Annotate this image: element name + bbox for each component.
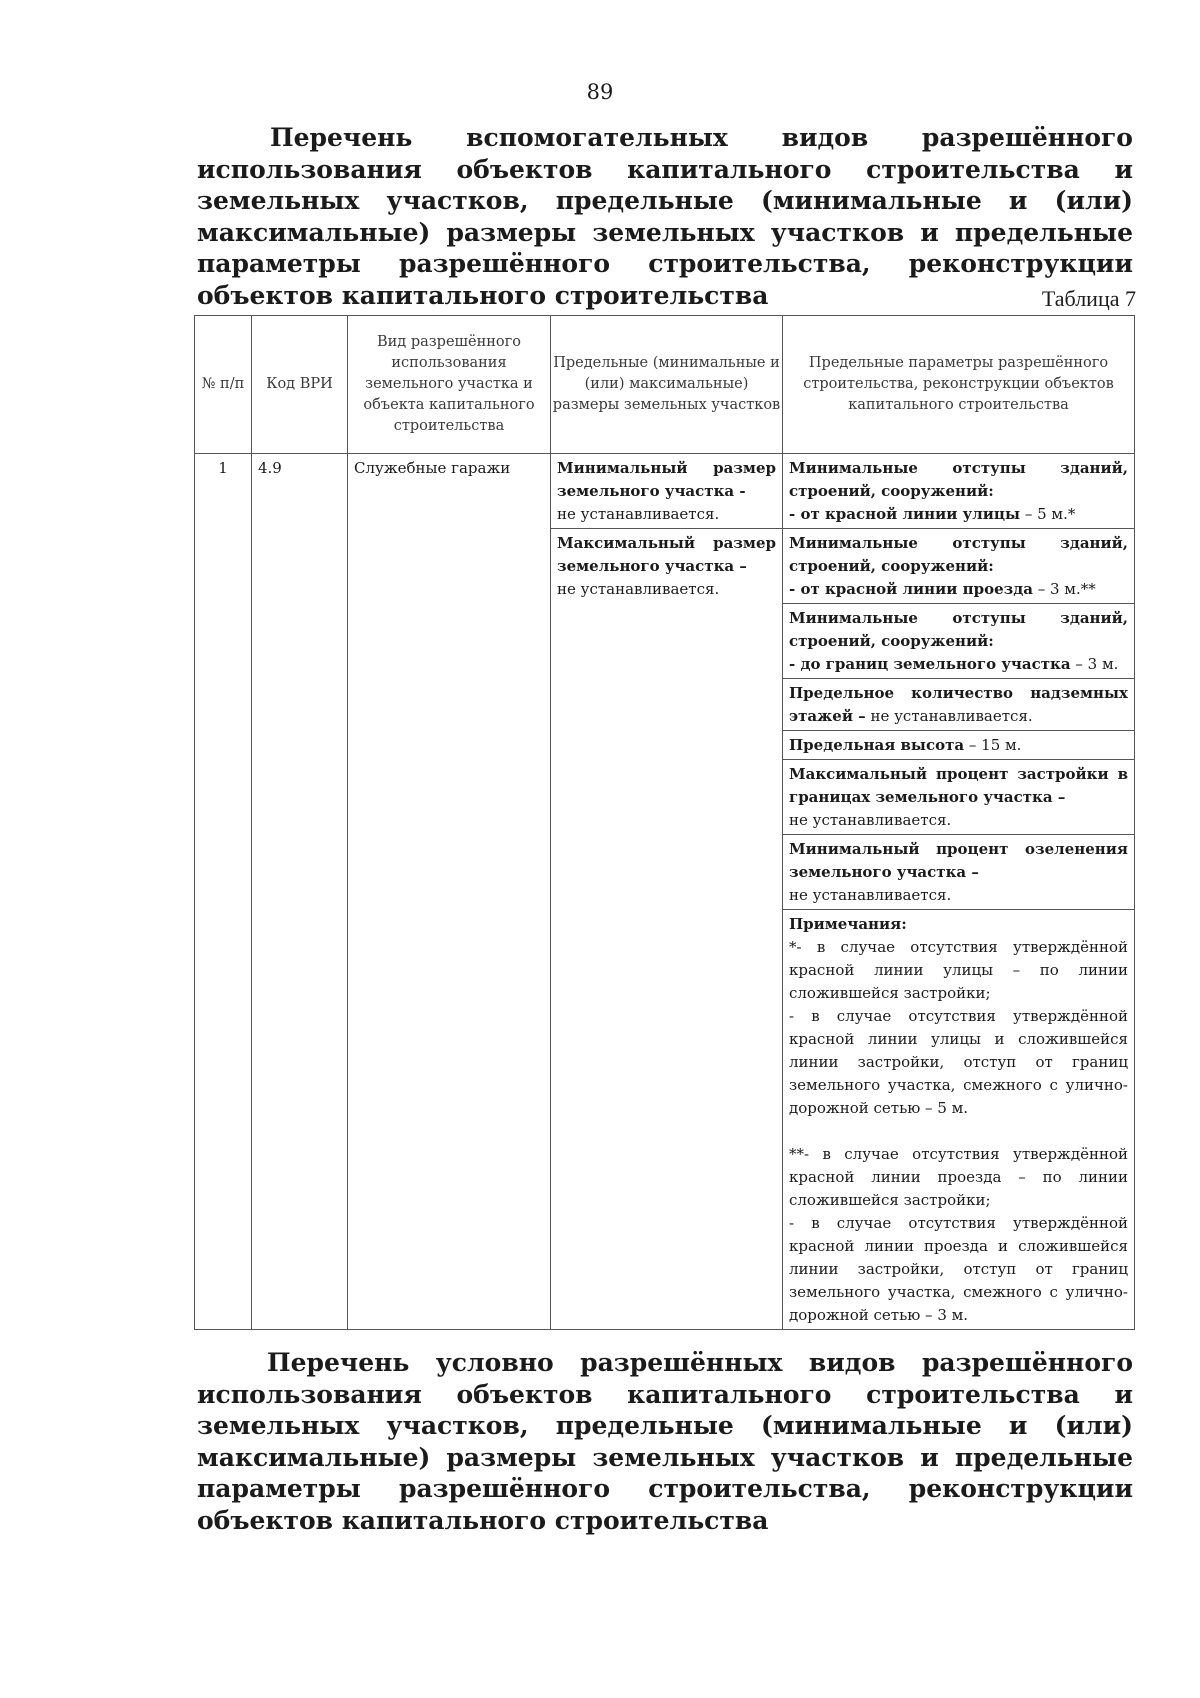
table-header-row [195,316,1135,454]
regulations-table [194,315,1135,1330]
header-params: Предельные параметры разрешённого строительства, реконструкции объектов капитального строительства [783,316,1135,454]
param-cell-5: Предельная высота – 15 м. [783,731,1135,760]
cell-num: 1 [195,454,252,1330]
header-sizes: Предельные (минимальные и (или) максимальные) размеры земельных участков [551,316,783,454]
param-cell-3: Минимальные отступы зданий, строений, сооружений: - до границ земельного участка – 3 м. [783,604,1135,679]
param-cell-2: Минимальные отступы зданий, строений, сооружений: - от красной линии проезда – 3 м.** [783,529,1135,604]
notes-title: Примечания: [789,915,907,933]
table-caption: Таблица 7 [1041,286,1136,311]
max-size-value: не устанавливается. [557,580,720,598]
min-size-value: не устанавливается. [557,505,720,523]
header-kind: Вид разрешённого использования земельного участка и объекта капитального строительства [348,316,551,454]
param-cell-4: Предельное количество надземных этажей – не устанавливается. [783,679,1135,731]
cell-code: 4.9 [252,454,348,1330]
note-item: **- в случае отсутствия утверждённой красной линии проезда – по линии сложившейся застройки; [789,1145,1128,1209]
header-code: Код ВРИ [252,316,348,454]
page-number: 89 [586,80,614,104]
param-cell-1: Минимальные отступы зданий, строений, сооружений: - от красной линии улицы – 5 м.* [783,454,1135,529]
note-item: *- в случае отсутствия утверждённой красной линии улицы – по линии сложившейся застройки; [789,938,1128,1002]
cell-min-size [551,454,783,529]
note-item: - в случае отсутствия утверждённой красной линии улицы и сложившейся линии застройки, отступ от границ земельного участка, смежного с улично-дорожной сетью – 5 м. [789,1007,1128,1117]
min-size-label: Минимальный размер земельного участка - [557,459,776,500]
section-heading-auxiliary-uses: Перечень вспомогательных видов разрешённого использования объектов капитального строительства и земельных участков, предельные (минимальные и (или) максимальные) размеры земельных участков и предельные параметры разрешённого строительства, реконструкции объектов капитального строительства [197,123,1133,310]
table-row [195,454,1135,529]
param-cell-7: Минимальный процент озеленения земельного участка – не устанавливается. [783,835,1135,910]
param-cell-6: Максимальный процент застройки в границах земельного участка – не устанавливается. [783,760,1135,835]
notes-cell [783,910,1135,1330]
cell-kind: Служебные гаражи [348,454,551,1330]
note-item: - в случае отсутствия утверждённой красной линии проезда и сложившейся линии застройки, отступ от границ земельного участка, смежного с улично-дорожной сетью – 3 м. [789,1214,1128,1324]
max-size-label: Максимальный размер земельного участка – [557,534,776,575]
cell-max-size [551,529,783,1330]
section-heading-conditional-uses: Перечень условно разрешённых видов разрешённого использования объектов капитального строительства и земельных участков, предельные (минимальные и (или) максимальные) размеры земельных участков и предельные параметры разрешённого строительства, реконструкции объектов капитального строительства [197,1348,1133,1535]
header-num: № п/п [195,316,252,454]
